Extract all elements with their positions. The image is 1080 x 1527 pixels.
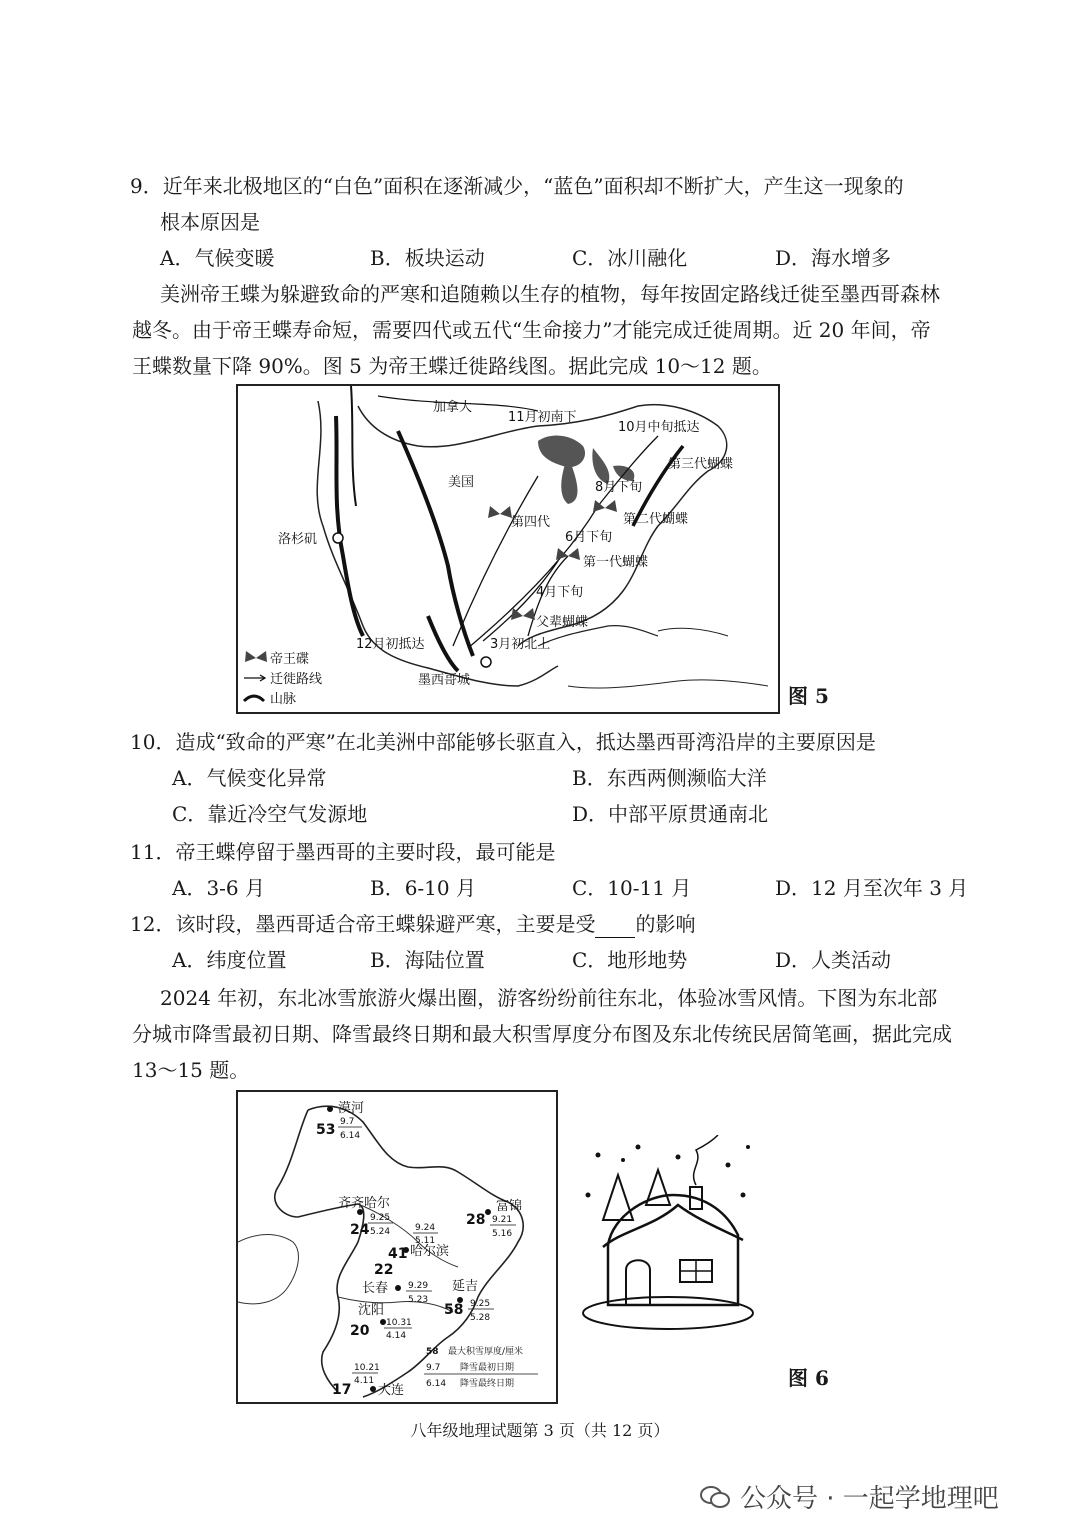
passage2-line2: 分城市降雪最初日期、降雪最终日期和最大积雪厚度分布图及东北传统民居简笔画，据此完成	[132, 1022, 952, 1046]
city-fujin-last: 5.16	[492, 1229, 513, 1239]
legend-mountain-icon	[244, 696, 264, 701]
city-dalian-name: 大连	[378, 1383, 405, 1398]
q10-option-d: D．中部平原贯通南北	[572, 802, 769, 826]
house-sketch	[578, 1135, 758, 1335]
q9-option-c: C．冰川融化	[572, 246, 688, 270]
city-fujin-depth: 28	[466, 1212, 486, 1228]
q9-stem-line1: 9．近年来北极地区的“白色”面积在逐渐减少，“蓝色”面积却不断扩大，产生这一现象的	[130, 174, 904, 198]
city-fujin-first: 9.21	[492, 1215, 513, 1225]
legend-route-label: 迁徙路线	[270, 672, 323, 687]
butterfly-icon	[511, 608, 535, 620]
legend-first-val: 9.7	[426, 1363, 441, 1373]
city-fujin-name: 富锦	[496, 1199, 523, 1214]
city-changchun-last: 5.23	[408, 1295, 429, 1305]
label-second-gen: 第二代蝴蝶	[623, 512, 689, 527]
q9-option-d: D．海水增多	[775, 246, 892, 270]
label-fourth-gen: 第四代	[511, 515, 551, 530]
city-mohe-first: 9.7	[340, 1117, 355, 1127]
label-first-gen: 第一代蝴蝶	[583, 555, 649, 570]
label-jun-late: 6月下旬	[565, 530, 613, 545]
fig5-label: 图 5	[788, 684, 829, 708]
q12-stem-b: 的影响	[635, 912, 696, 936]
label-mexico-city: 墨西哥城	[418, 673, 471, 688]
label-nov-south: 11月初南下	[508, 410, 577, 425]
legend-last-label: 降雪最终日期	[460, 1379, 515, 1389]
passage1-line2: 越冬。由于帝王蝶寿命短，需要四代或五代“生命接力”才能完成迁徙周期。近 20 年间，帝	[132, 318, 931, 342]
fig5-map	[236, 384, 780, 714]
city-mohe-last: 6.14	[340, 1131, 361, 1141]
q12-option-c: C．地形地势	[572, 948, 688, 972]
q10-option-b: B．东西两侧濒临大洋	[572, 766, 767, 790]
city-changchun-depth: 22	[374, 1262, 394, 1278]
q10-option-a: A．气候变化异常	[172, 766, 327, 790]
q9-option-a: A．气候变暖	[160, 246, 275, 270]
label-canada: 加拿大	[433, 400, 473, 415]
q11-option-a: A．3-6 月	[172, 876, 266, 900]
legend-first-label: 降雪最初日期	[460, 1363, 515, 1373]
city-yanji-depth: 58	[444, 1302, 464, 1318]
city-harbin-first: 9.24	[415, 1223, 436, 1233]
q10-stem: 10．造成“致命的严寒”在北美洲中部能够长驱直入，抵达墨西哥湾沿岸的主要原因是	[130, 730, 876, 754]
passage1-line3: 王蝶数量下降 90%。图 5 为帝王蝶迁徙路线图。据此完成 10～12 题。	[132, 354, 772, 378]
city-shenyang-last: 4.14	[386, 1331, 407, 1341]
q11-option-d: D．12 月至次年 3 月	[775, 876, 969, 900]
city-dalian-depth: 17	[332, 1382, 352, 1398]
city-dalian-last: 4.11	[354, 1376, 375, 1386]
city-changchun-name: 长春	[362, 1281, 389, 1296]
fig6-label: 图 6	[788, 1366, 829, 1390]
city-yanji-name: 延吉	[452, 1279, 479, 1294]
butterfly-icon	[556, 548, 580, 560]
city-yanji-last: 5.28	[470, 1313, 491, 1323]
legend-mountain-label: 山脉	[270, 692, 297, 707]
city-shenyang-depth: 20	[350, 1323, 370, 1339]
butterfly-icon	[488, 506, 512, 518]
house-illustration	[578, 1135, 758, 1335]
watermark-text: 公众号 · 一起学地理吧	[740, 1484, 999, 1514]
city-qiqihar-depth: 24	[350, 1222, 370, 1238]
label-third-gen: 第三代蝴蝶	[668, 457, 734, 472]
q10-option-c: C．靠近冷空气发源地	[172, 802, 368, 826]
label-usa: 美国	[448, 475, 475, 490]
label-oct-arrive: 10月中旬抵达	[618, 420, 700, 435]
legend-butterfly-label: 帝王碟	[270, 652, 310, 667]
city-mohe-depth: 53	[316, 1122, 336, 1138]
label-parent-gen: 父辈蝴蝶	[536, 615, 589, 630]
mexico-city-marker	[481, 657, 491, 667]
q12-option-b: B．海陆位置	[370, 948, 485, 972]
passage2-line3: 13～15 题。	[132, 1058, 250, 1082]
fig6-map-svg	[238, 1092, 556, 1402]
city-harbin-name: 哈尔滨	[410, 1244, 450, 1259]
label-mar-north: 3月初北上	[490, 637, 551, 652]
city-yanji-first: 9.25	[470, 1299, 491, 1309]
city-harbin-last: 5.11	[415, 1236, 436, 1246]
passage1-line1: 美洲帝王蝶为躲避致命的严寒和追随赖以生存的植物，每年按固定路线迁徙至墨西哥森林	[160, 282, 940, 306]
city-dalian-first: 10.21	[354, 1363, 380, 1373]
fig5-map-svg	[238, 386, 778, 712]
q12-option-d: D．人类活动	[775, 948, 892, 972]
legend-last-val: 6.14	[426, 1379, 447, 1389]
legend-depth-label: 最大积雪厚度/厘米	[448, 1347, 524, 1357]
label-apr-late: 4月下旬	[536, 585, 584, 600]
city-mohe-name: 漠河	[338, 1101, 365, 1116]
q11-option-b: B．6-10 月	[370, 876, 476, 900]
label-la: 洛杉矶	[278, 532, 318, 547]
passage2-line1: 2024 年初，东北冰雪旅游火爆出圈，游客纷纷前往东北，体验冰雪风情。下图为东北部	[160, 986, 938, 1010]
label-aug-late: 8月下旬	[595, 480, 643, 495]
city-changchun-first: 9.29	[408, 1281, 429, 1291]
q12-stem-a: 12．该时段，墨西哥适合帝王蝶躲避严寒，主要是受	[130, 912, 596, 936]
q9-stem-line2: 根本原因是	[160, 210, 260, 234]
fig6-map	[236, 1090, 558, 1404]
q9-option-b: B．板块运动	[370, 246, 485, 270]
city-harbin-depth: 41	[388, 1246, 408, 1262]
legend-depth-val: 58	[426, 1347, 439, 1357]
city-shenyang-name: 沈阳	[358, 1303, 385, 1318]
label-dec-arrive: 12月初抵达	[356, 637, 425, 652]
fig6-legend	[424, 1345, 538, 1389]
q12-option-a: A．纬度位置	[172, 948, 287, 972]
legend-butterfly-icon	[245, 651, 267, 662]
city-qiqihar-first: 9.25	[370, 1213, 391, 1223]
q12-stem	[130, 910, 695, 938]
city-qiqihar-name: 齐齐哈尔	[338, 1196, 391, 1211]
q11-stem: 11．帝王蝶停留于墨西哥的主要时段，最可能是	[130, 840, 556, 864]
q12-blank	[595, 917, 635, 938]
la-marker	[333, 533, 343, 543]
q11-option-c: C．10-11 月	[572, 876, 692, 900]
fig5-legend	[244, 651, 322, 707]
city-qiqihar-last: 5.24	[370, 1227, 391, 1237]
watermark	[700, 1478, 999, 1515]
city-shenyang-first: 10.31	[386, 1318, 412, 1328]
wechat-icon	[700, 1485, 730, 1509]
page-footer: 八年级地理试题第 3 页（共 12 页）	[410, 1421, 670, 1440]
butterfly-icon	[593, 500, 617, 512]
